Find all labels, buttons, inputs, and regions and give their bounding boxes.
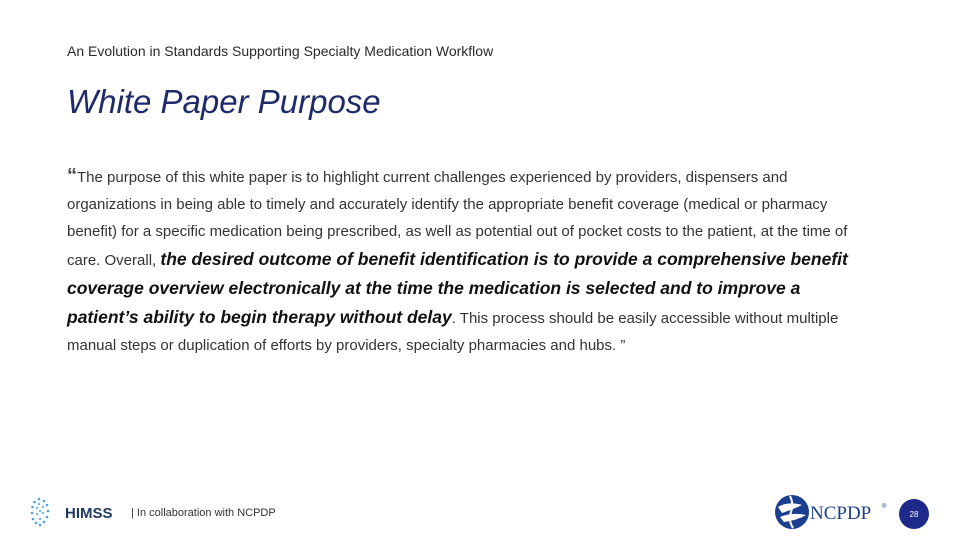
ncpdp-globe-icon <box>775 495 809 529</box>
collaboration-text: | In collaboration with NCPDP <box>131 507 276 519</box>
himss-dots-icon <box>31 498 50 527</box>
ncpdp-registered-mark: ® <box>882 504 887 510</box>
himss-logo <box>30 495 122 531</box>
page-number-badge <box>899 499 929 529</box>
quote-emphasis: the desired outcome of benefit identification is to provide a comprehensive benefit coverage overview electronically at the time the medication is selected and to improve a patient’s ability to begin therapy without delay <box>67 249 848 327</box>
slide-header: An Evolution in Standards Supporting Specialty Medication Workflow <box>67 43 494 59</box>
slide-title: White Paper Purpose <box>67 83 381 120</box>
open-quote-mark: “ <box>67 165 77 187</box>
ncpdp-logo <box>772 492 890 532</box>
ncpdp-logo-text: NCPDP <box>810 503 872 524</box>
purpose-quote <box>67 163 857 359</box>
quote-text-part1: The purpose of this white paper is to highlight current challenges experienced by providers, dispensers and organizations in being able to timely and accurately identify the appropriate benefit coverage (medical or pharmacy benefit) for a specific medication being prescribed, as well as potential out of pocket costs to the patient, at the time of care. Overall, <box>67 169 848 269</box>
quote-text-part2: . This process should be easily accessible without multiple manual steps or duplication of efforts by providers, specialty pharmacies and hubs. ” <box>67 310 839 354</box>
himss-logo-text: HIMSS <box>65 505 113 522</box>
page-number: 28 <box>909 509 919 519</box>
